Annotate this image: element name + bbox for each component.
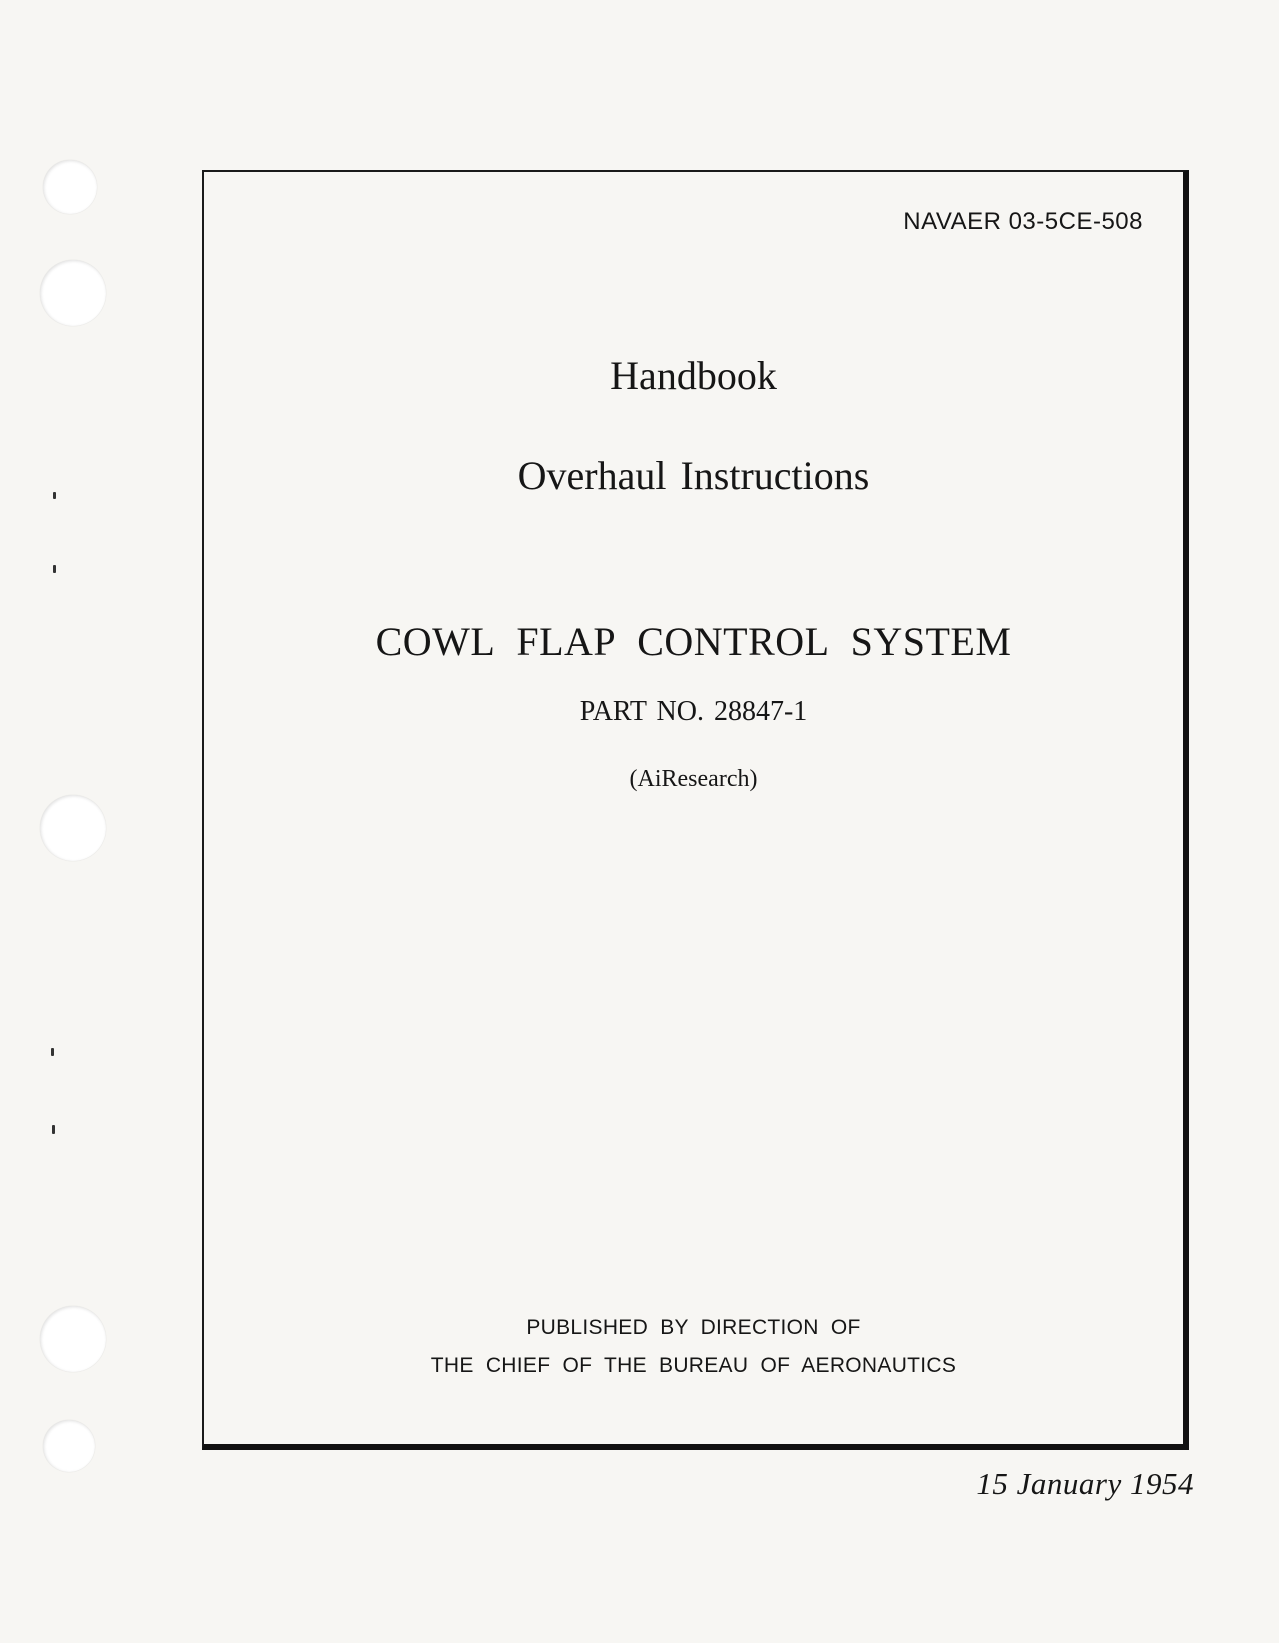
document-number: NAVAER 03-5CE-508	[903, 208, 1143, 235]
scan-speck	[53, 492, 56, 499]
bureau-line: THE CHIEF OF THE BUREAU OF AERONAUTICS	[430, 1354, 957, 1377]
scan-speck	[51, 1048, 54, 1056]
scan-speck	[52, 1125, 55, 1134]
overhaul-instructions-heading: Overhaul Instructions	[517, 453, 870, 498]
part-number: PART NO. 28847-1	[579, 696, 808, 727]
manufacturer: (AiResearch)	[629, 766, 758, 792]
scan-speck	[53, 565, 56, 573]
punch-hole	[40, 260, 106, 326]
published-by-line: PUBLISHED BY DIRECTION OF	[526, 1316, 861, 1339]
punch-hole	[43, 160, 97, 214]
system-title: COWL FLAP CONTROL SYSTEM	[375, 619, 1012, 664]
cover-frame	[202, 170, 1189, 1450]
handbook-heading: Handbook	[610, 353, 777, 398]
publication-date: 15 January 1954	[976, 1466, 1194, 1501]
punch-hole	[40, 795, 106, 861]
punch-hole	[43, 1420, 95, 1472]
punch-hole	[40, 1306, 106, 1372]
